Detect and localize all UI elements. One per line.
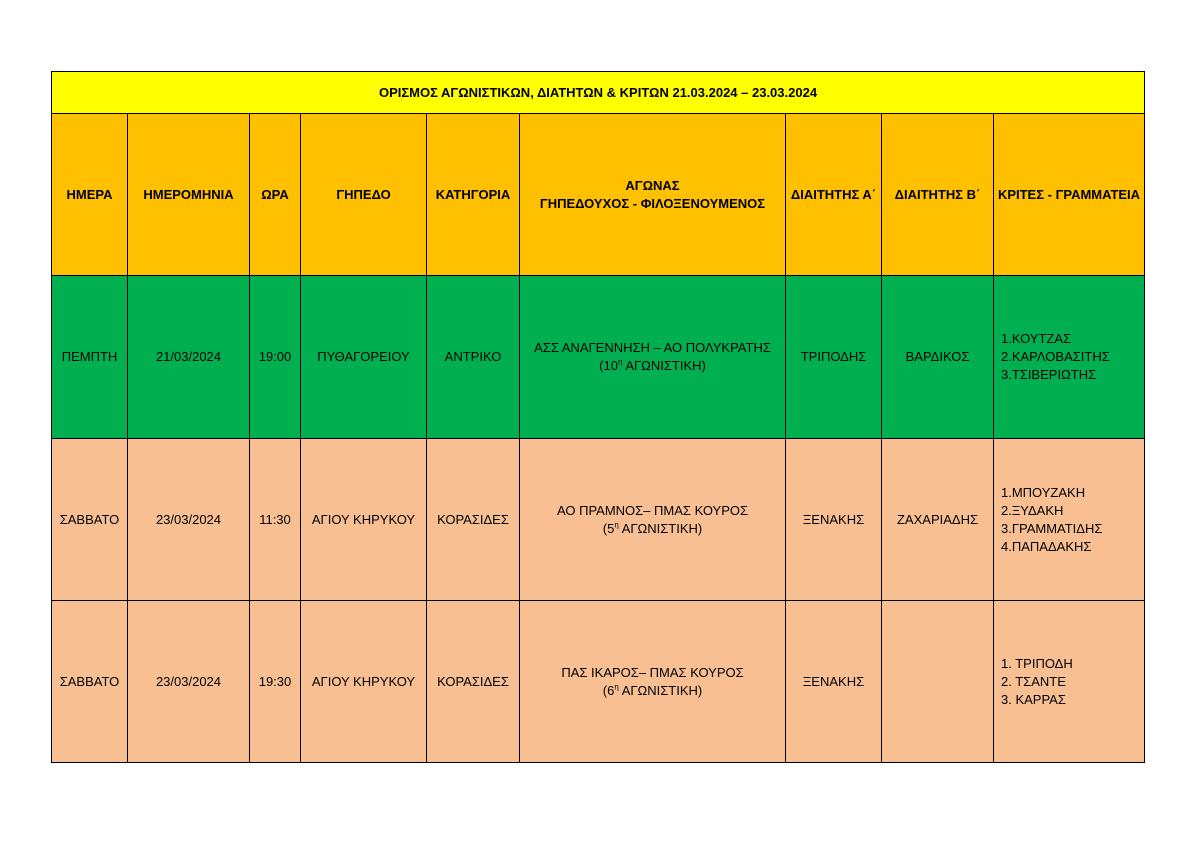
judge-item: 3. ΚΑΡΡΑΣ [1001, 691, 1066, 707]
header-referee-b: ΔΙΑΙΤΗΤΗΣ Β΄ [882, 114, 994, 276]
cell-time: 19:30 [250, 601, 301, 763]
cell-venue: ΠΥΘΑΓΟΡΕΙΟΥ [301, 276, 427, 439]
header-match [520, 114, 786, 276]
judge-item: 3.ΤΣΙΒΕΡΙΩΤΗΣ [1001, 367, 1097, 382]
round-ordinal: η [617, 357, 623, 367]
judge-item: 4.ΠΑΠΑΔΑΚΗΣ [1001, 538, 1092, 554]
judge-item: 2. ΤΣΑΝΤΕ [1001, 673, 1066, 689]
cell-day: ΠΕΜΠΤΗ [52, 276, 128, 439]
header-date: ΗΜΕΡΟΜΗΝΙΑ [128, 114, 250, 276]
match-round: ($6^\eta$ ΑΓΩΝΙΣΤΙΚΗ) [602, 682, 703, 698]
cell-category: ΑΝΤΡΙΚΟ [427, 276, 520, 439]
judge-item: 2.ΞΥΔΑΚΗ [1001, 502, 1064, 518]
cell-referee-a: ΞΕΝΑΚΗΣ [786, 601, 882, 763]
round-ordinal: η [614, 520, 619, 530]
header-match-line2: ΓΗΠΕΔΟΥΧΟΣ - ΦΙΛΟΞΕΝΟΥΜΕΝΟΣ [539, 195, 766, 211]
round-number: 6 [607, 682, 615, 698]
header-venue: ΓΗΠΕΔΟ [301, 114, 427, 276]
judge-item: 1. ΤΡΙΠΟΔΗ [1001, 655, 1073, 671]
judge-item: 3.ΓΡΑΜΜΑΤΙΔΗΣ [1001, 520, 1103, 536]
table-title: ΟΡΙΣΜΟΣ ΑΓΩΝΙΣΤΙΚΩΝ, ΔΙΑΤΗΤΩΝ & ΚΡΙΤΩΝ 21.03.2024 – 23.03.2024 [52, 72, 1145, 114]
table-row [52, 276, 1145, 439]
round-text: ΑΓΩΝΙΣΤΙΚΗ [621, 520, 698, 536]
header-day: ΗΜΕΡΑ [52, 114, 128, 276]
cell-match [520, 601, 786, 763]
round-text: ΑΓΩΝΙΣΤΙΚΗ [625, 358, 702, 373]
schedule-table [51, 71, 1145, 763]
header-judges: ΚΡΙΤΕΣ - ΓΡΑΜΜΑΤΕΙΑ [994, 114, 1145, 276]
cell-venue: ΑΓΙΟΥ ΚΗΡΥΚΟΥ [301, 439, 427, 601]
round-ordinal: η [614, 682, 619, 692]
match-teams: ΑΣΣ ΑΝΑΓΕΝΝΗΣΗ – ΑΟ ΠΟΛΥΚΡΑΤΗΣ [534, 340, 771, 355]
cell-match [520, 439, 786, 601]
cell-referee-a: ΞΕΝΑΚΗΣ [786, 439, 882, 601]
cell-time: 11:30 [250, 439, 301, 601]
header-category: ΚΑΤΗΓΟΡΙΑ [427, 114, 520, 276]
title-row [52, 72, 1145, 114]
header-row [52, 114, 1145, 276]
round-number: 5 [607, 520, 615, 536]
table-row [52, 601, 1145, 763]
table-row [52, 439, 1145, 601]
header-match-line1: ΑΓΩΝΑΣ [625, 177, 680, 193]
cell-judges [994, 601, 1145, 763]
cell-date: 23/03/2024 [128, 439, 250, 601]
round-number: 10 [603, 358, 618, 373]
cell-day: ΣΑΒΒΑΤΟ [52, 601, 128, 763]
cell-referee-b: ΒΑΡΔΙΚΟΣ [882, 276, 994, 439]
match-teams: ΠΑΣ ΙΚΑΡΟΣ– ΠΜΑΣ ΚΟΥΡΟΣ [561, 664, 744, 680]
cell-category: ΚΟΡΑΣΙΔΕΣ [427, 601, 520, 763]
judge-item: 1.ΚΟΥΤΖΑΣ [1001, 331, 1072, 346]
cell-date: 23/03/2024 [128, 601, 250, 763]
cell-match [520, 276, 786, 439]
header-time: ΩΡΑ [250, 114, 301, 276]
cell-day: ΣΑΒΒΑΤΟ [52, 439, 128, 601]
match-round: ($5^\eta$ ΑΓΩΝΙΣΤΙΚΗ) [602, 520, 703, 536]
match-round: ($10^\eta$ ΑΓΩΝΙΣΤΙΚΗ) [599, 357, 706, 373]
round-text: ΑΓΩΝΙΣΤΙΚΗ [621, 682, 698, 698]
cell-judges [994, 276, 1145, 439]
cell-referee-b [882, 601, 994, 763]
cell-referee-a: ΤΡΙΠΟΔΗΣ [786, 276, 882, 439]
judge-item: 2.ΚΑΡΛΟΒΑΣΙΤΗΣ [1001, 349, 1110, 364]
cell-referee-b: ΖΑΧΑΡΙΑΔΗΣ [882, 439, 994, 601]
cell-time: 19:00 [250, 276, 301, 439]
cell-category: ΚΟΡΑΣΙΔΕΣ [427, 439, 520, 601]
judge-item: 1.ΜΠΟΥΖΑΚΗ [1001, 484, 1086, 500]
match-teams: ΑΟ ΠΡΑΜΝΟΣ– ΠΜΑΣ ΚΟΥΡΟΣ [556, 502, 749, 518]
cell-date: 21/03/2024 [128, 276, 250, 439]
cell-judges [994, 439, 1145, 601]
header-referee-a: ΔΙΑΙΤΗΤΗΣ Α΄ [786, 114, 882, 276]
cell-venue: ΑΓΙΟΥ ΚΗΡΥΚΟΥ [301, 601, 427, 763]
